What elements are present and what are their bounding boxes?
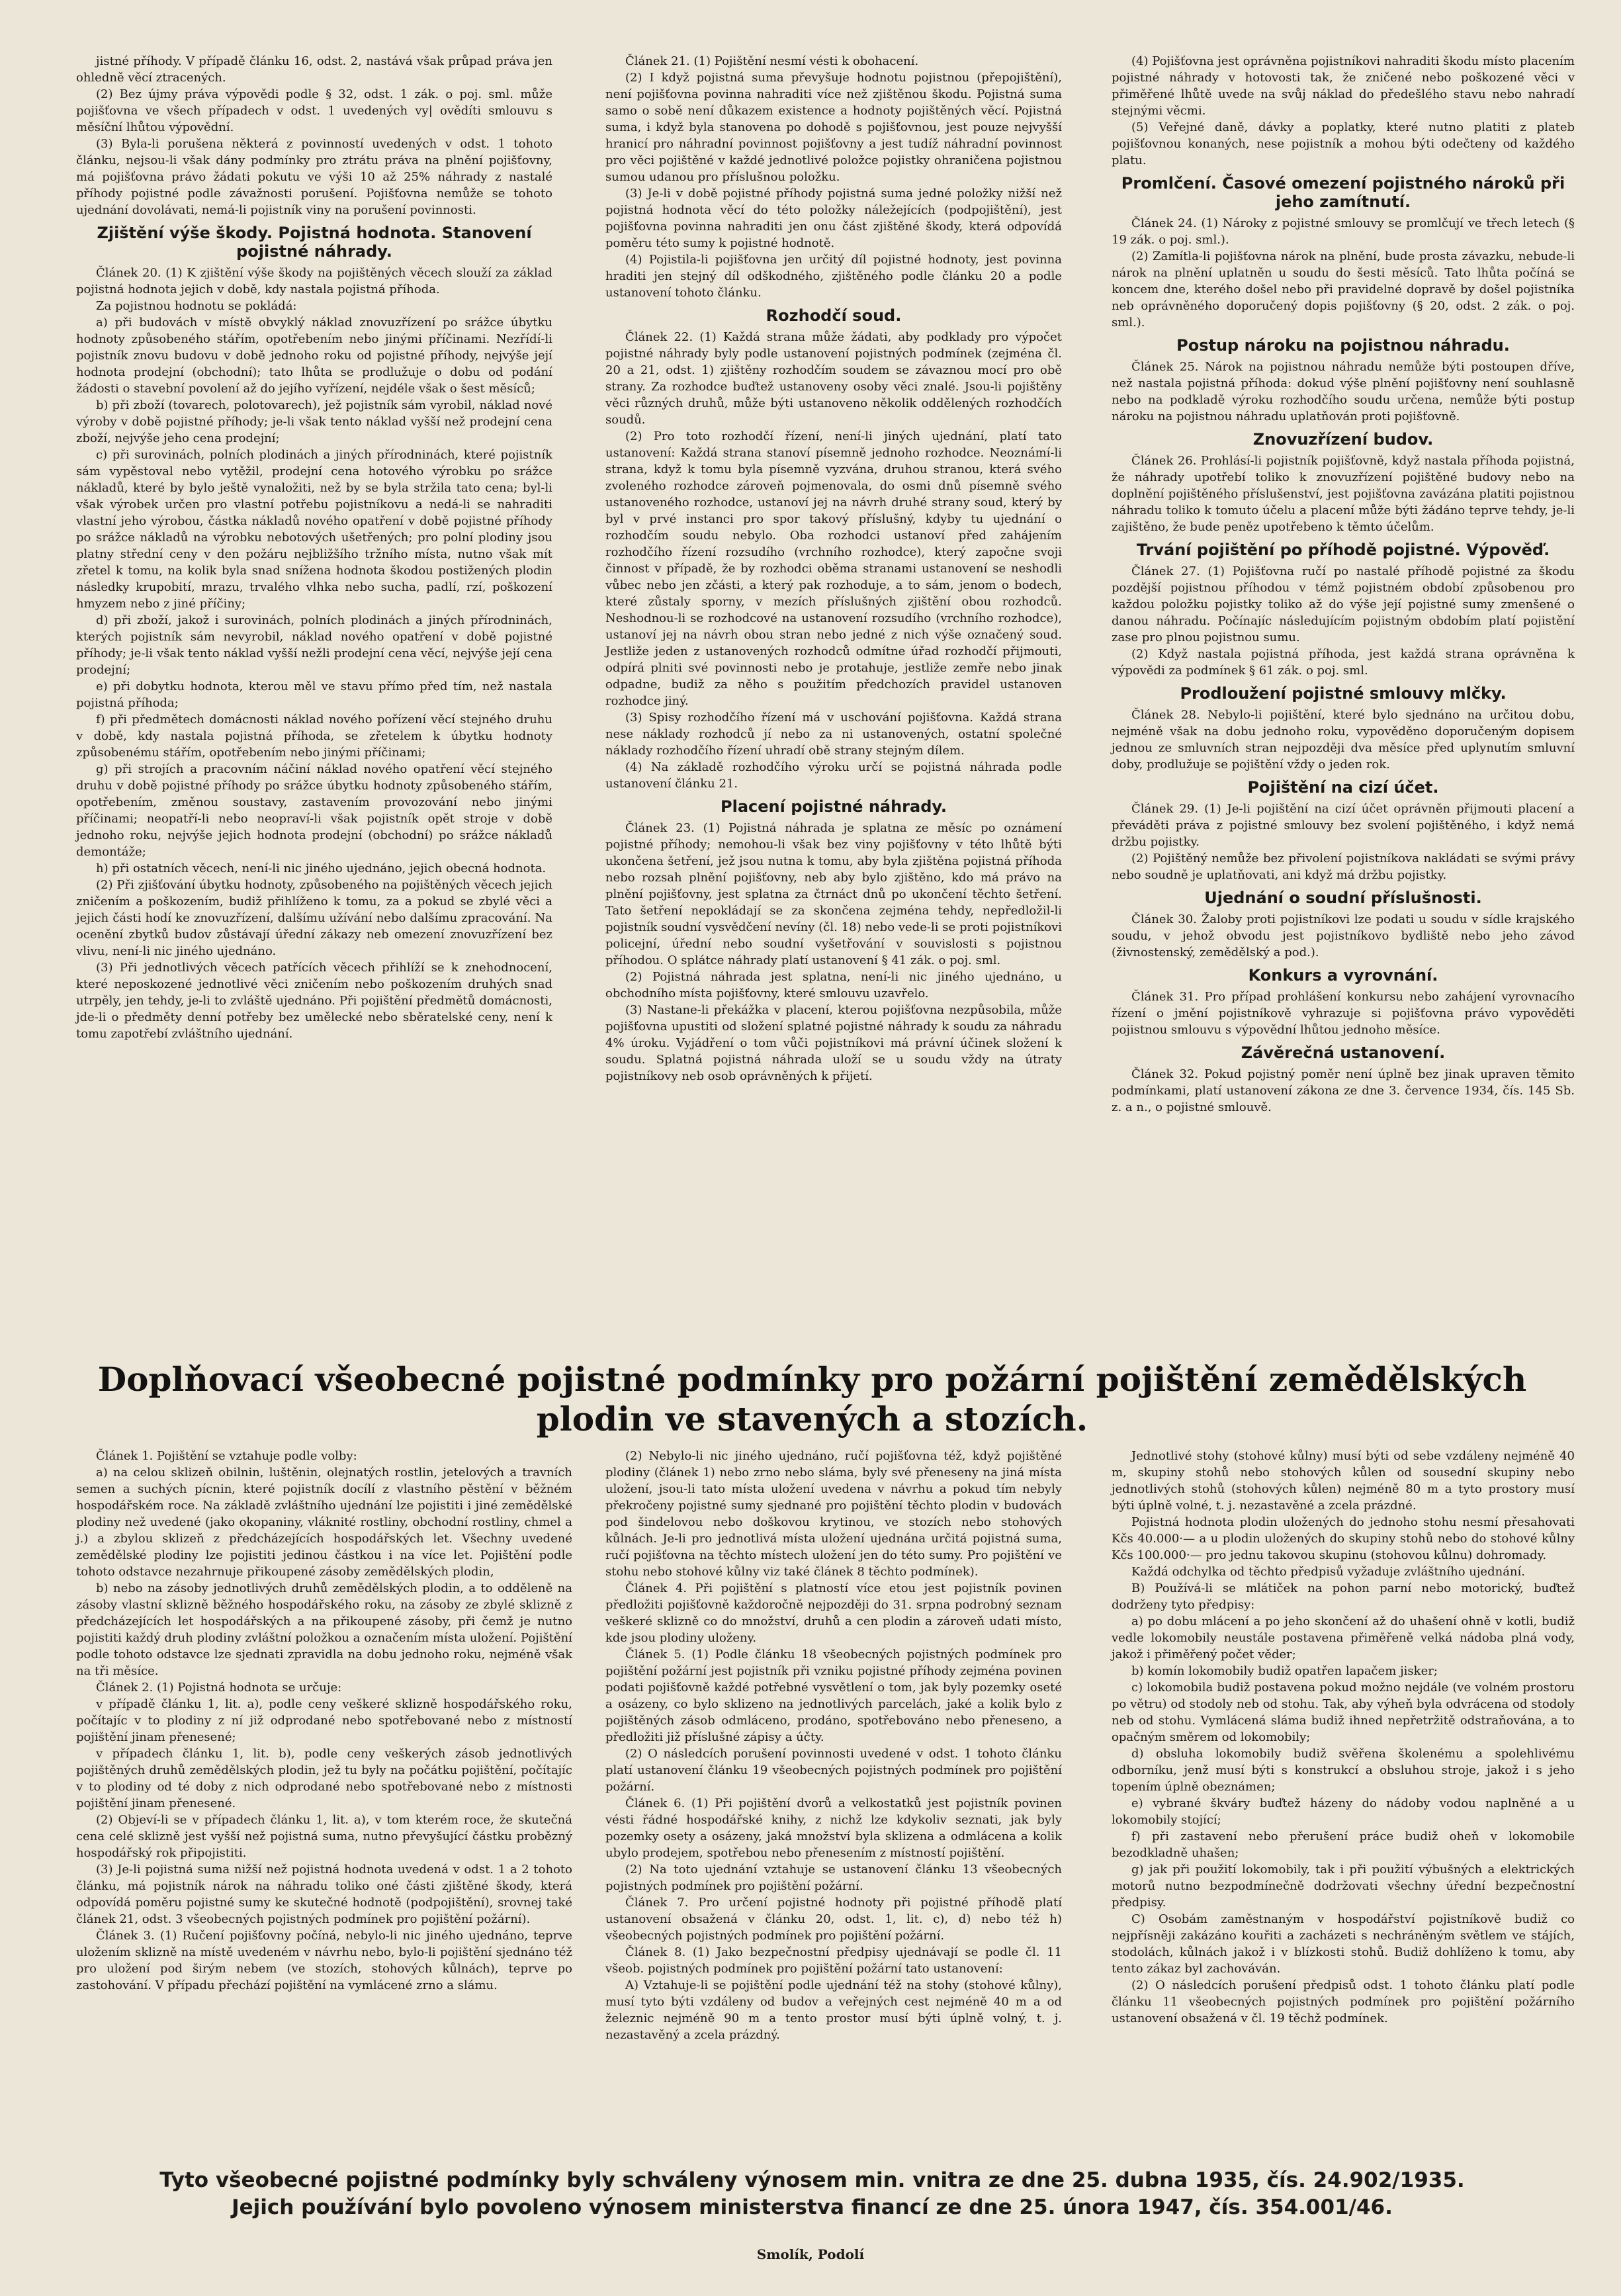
paragraph: Článek 30. Žaloby proti pojistníkovi lze podati u soudu v sídle krajského soudu, v jehož obvodu jest pojistníkovo bydliště nebo jeho závod (živnostenský, zemědělský a pod.). [1112, 912, 1575, 959]
section-heading: Pojištění na cizí účet. [1247, 778, 1439, 797]
approval-note-line-1: Tyto všeobecné pojistné podmínky byly schváleny výnosem min. vnitra ze dne 25. dubna 1935, čís. 24.902/1935. [159, 2168, 1465, 2192]
section-heading: Prodloužení pojistné smlouvy mlčky. [1180, 684, 1507, 703]
paragraph: d) obsluha lokomobily budiž svěřena školenému a spolehlivému odborníku, jenž musí býti s konstrukcí a obsluhou stroje, jakož i s jeho topením úplně obeznámen; [1112, 1747, 1575, 1794]
printer-imprint: Smolík, Podolí [756, 2246, 865, 2262]
paragraph: b) komín lokomobily budiž opatřen lapačem jisker; [1131, 1664, 1438, 1678]
section-heading: Rozhodčí soud. [766, 306, 902, 325]
paragraph: Článek 31. Pro případ prohlášení konkursu nebo zahájení vyrovnacího řízení o jmění pojistníkově vyhrazuje si pojišťovna právo vypověděti pojistnou smlouvu s výpovědní lhůtou jednoho měsíce. [1112, 990, 1575, 1037]
paragraph: Článek 29. (1) Je-li pojištění na cizí účet oprávněn přijmouti placení a převáděti práva z pojistné smlouvy bez svolení pojištěného, i když nemá držbu pojistky. [1112, 802, 1575, 849]
paragraph: A) Vztahuje-li se pojištění podle ujednání též na stohy (stohové kůlny), musí tyto býti vzdáleny od budov a veřejných cest nejméně 40 m a od železnic nejméně 90 m a tento prostor musí býti úplně volný, t. j. nezastavěný a zcela prázdný. [605, 1978, 1062, 2042]
paragraph: a) na celou sklizeň obilnin, luštěnin, olejnatých rostlin, jetelových a travních semen a suchých pícnin, které pojistník docílí z vlastního pěstění v běžném hospodářském roce. Na základě zvláštního ujednání lze pojistiti i jiné zemědělské plodiny než uvedené (jako okopaniny, vláknité rostliny, obchodní rostliny, chmel a j.) a zbylou sklizeň z předcházejících hospodářských let. Všechny uvedené zemědělské plodiny lze pojistiti jedinou částkou i na více let. Pojištění podle tohoto odstavce nezahrnuje přikoupené zásoby zemědělských plodin, [76, 1466, 572, 1579]
paragraph: d) při zboží, jakož i surovinách, polních plodinách a jiných přírodninách, kterých pojistník sám nevyrobil, náklad nového opatření v době pojistné příhody; je-li však tento náklad vyšší nežli prodejní cena věcí, nejvýše její cena prodejní; [76, 613, 552, 677]
section-heading: Znovuzřízení budov. [1252, 430, 1434, 449]
paragraph: jistné příhody. V případě článku 16, odst. 2, nastává však průpad práva jen ohledně věcí ztracených. [76, 54, 552, 85]
paragraph: Článek 7. Pro určení pojistné hodnoty při pojistné příhodě platí ustanovení obsažená v článku 20, odst. 1, lit. c), d) nebo též h) všeobecných pojistných podmínek pro pojištění požární. [605, 1896, 1062, 1943]
section-heading: Promlčení. Časové omezení pojistného nároků při jeho zamítnutí. [1121, 174, 1565, 211]
paragraph: (2) Zamítla-li pojišťovna nárok na plnění, bude prosta závazku, nebude-li nárok na plnění uplatněn u soudu do šesti měsíců. Tato lhůta počíná se koncem dne, kterého došel nebo při pravidelné dopravě by došel pojistníka neb oprávněného doporučený dopis pojišťovny (§ 20, odst. 2 zák. o poj. sml.). [1112, 249, 1575, 330]
paragraph: (3) Je-li pojistná suma nižší než pojistná hodnota uvedená v odst. 1 a 2 tohoto článku, má pojistník nárok na náhradu toliko oné části zjištěné škody, která odpovídá poměru pojistné sumy ke skutečné hodnotě (podpojištění), srovnej také článek 21, odst. 3 všeobecných pojistných podmínek pro pojištění požární). [76, 1863, 572, 1926]
supplement-column-2 [605, 1448, 1062, 2159]
paragraph: v případě článku 1, lit. a), podle ceny veškeré sklizně hospodářského roku, počítajíc v to plodiny z ní již odprodané nebo spotřebované nebo z místností pojištění jinam přenesené; [76, 1697, 572, 1744]
paragraph: f) při zastavení nebo přerušení práce budiž oheň v lokomobile bezodkladně uhašen; [1112, 1830, 1575, 1860]
paragraph: Článek 4. Při pojištění s platností více etou jest pojistník povinen předložiti pojišťovně každoročně nejpozději do 31. srpna podrobný seznam veškeré sklizně co do množství, druhů a cen plodin a zároveň udati místo, kde jsou plodiny uloženy. [605, 1581, 1062, 1645]
paragraph: (2) Když nastala pojistná příhoda, jest každá strana oprávněna k výpovědi za podmínek § 61 zák. o poj. sml. [1112, 647, 1575, 678]
paragraph: (2) Nebylo-li nic jiného ujednáno, ručí pojišťovna též, když pojištěné plodiny (článek 1) nebo zrno nebo sláma, byly své přeneseny na jiná místa uložení, jsou-li tato místa uložení uvedena v návrhu a pokud tím nebyly překročeny pojistné sumy sjednané pro pojištění těchto plodin v budovách pod šindelovou nebo doškovou krytinou, ve stozích nebo stohových kůlnách. Je-li pro jednotlivá místa uložení ujednána určitá pojistná suma, ručí pojišťovna na těchto místech uložení jen do této sumy. Pro pojištění ve stohu nebo stohové kůlny viz také článek 8 těchto podmínek). [605, 1449, 1062, 1579]
paragraph: Článek 22. (1) Každá strana může žádati, aby podklady pro výpočet pojistné náhrady byly podle ustanovení pojistných podmínek (zejména čl. 20 a 21, odst. 1) zjištěny rozhodčím soudem se závaznou mocí pro obě strany. Za rozhodce buďtež ustanoveny osoby věci znalé. Jsou-li pojištěny věci různých druhů, může býti ustanoveno několik oddělených rozhodčích soudů. [605, 330, 1062, 427]
paragraph: (3) Byla-li porušena některá z povinností uvedených v odst. 1 tohoto článku, nejsou-li však dány podmínky pro ztrátu práva na plnění pojišťovny, má pojišťovna právo žádati pokutu ve výši 10 až 25% náhrady z nastalé příhody pojistné podle závažnosti porušení. Pojišťovna nemůže se tohoto ujednání dovolávati, nemá-li pojistník viny na porušení povinnosti. [76, 137, 552, 217]
paragraph: Článek 25. Nárok na pojistnou náhradu nemůže býti postoupen dříve, než nastala pojistná příhoda: dokud výše plnění pojišťovny není souhlasně nebo na podkladě výroku rozhodčího soudu určena, nemůže býti postup nároku na pojistnou náhradu uplatňován proti pojišťovně. [1112, 360, 1575, 423]
paragraph: Článek 1. Pojištění se vztahuje podle volby: [96, 1449, 357, 1463]
paragraph: (4) Na základě rozhodčího výroku určí se pojistná náhrada podle ustanovení článku 21. [605, 760, 1062, 791]
paragraph: (2) Pojistná náhrada jest splatna, není-li nic jiného ujednáno, u obchodního místa pojišťovny, které smlouvu uzavřelo. [605, 970, 1062, 1000]
paragraph: b) při zboží (tovarech, polotovarech), jež pojistník sám vyrobil, náklad nové výroby v době pojistné příhody; je-li však tento náklad vyšší než prodejní cena zboží, nejvýše jeho cena prodejní; [76, 398, 552, 445]
section-heading: Placení pojistné náhrady. [721, 797, 947, 816]
paragraph: (3) Nastane-li překážka v placení, kterou pojišťovna nezpůsobila, může pojišťovna upustiti od složení splatné pojistné náhrady k soudu za náhradu 4% úroku. Vyjádření o tom vůči pojistníkovi má právní účinek složení k soudu. Splatná pojistná náhrada uloží se u soudu vždy na útraty pojistníkovy neb osob oprávněných k přijetí. [605, 1003, 1062, 1083]
paragraph: c) při surovinách, polních plodinách a jiných přírodninách, které pojistník sám vypěstoval nebo vytěžil, prodejní cena hotového výrobku po srážce nákladů, které by bylo ještě vynaložiti, než by se byla stržila tato cena; byl-li však výrobek určen pro vlastní potřebu pojistníkovu a nedá-li se nahraditi vlastní jeho výrobou, částka nákladů nového opatření v době pojistné příhody po srážce nákladů na výrobku nebotových ušetřených; pro polní plodiny jsou platny střední ceny v den požáru nejbližšího tržního místa, nutno však mít zřetel k tomu, na kolik byla snad snížena hodnota škodou postižených plodin následky krupobití, mrazu, trvalého vlhka nebo sucha, padlí, rzí, poškození hmyzem nebo z jiné příčiny; [76, 448, 552, 611]
section-heading: Ujednání o soudní příslušnosti. [1204, 889, 1482, 907]
paragraph: Článek 26. Prohlásí-li pojistník pojišťovně, když nastala příhoda pojistná, že náhrady upotřebí toliko k znovuzřízení pojištěné budovy nebo na doplnění pojištěného příslušenství, jest pojišťovna zavázána platiti pojistnou náhradu toliko k tomuto účelu a placení může býti žádáno teprve tehdy, je-li zajištěno, že bude peněz upotřebeno k těmto účelům. [1112, 454, 1575, 534]
column-2 [605, 53, 1062, 1337]
paragraph: a) při budovách v místě obvyklý náklad znovuzřízení po srážce úbytku hodnoty způsobeného stářím, opotřebením nebo jinými příčinami. Nezřídí-li pojistník znovu budovu v době jednoho roku od pojistné příhody, nejvýše její hodnota prodejní (obchodní); tato lhůta se prodlužuje o dobu od podání žádosti o stavební povolení až do jejího vyřízení, nejdéle však o šest měsíců; [76, 316, 552, 396]
paragraph: Článek 6. (1) Při pojištění dvorů a velkostatků jest pojistník povinen vésti řádné hospodářské knihy, z nichž lze kdykoliv seznati, jak byly pozemky osety a osázeny, jaká množství byla sklizena a odmlácena a kolik ubylo prodejem, spotřebou nebo přenesením z místností pojištění. [605, 1796, 1062, 1860]
paragraph: B) Používá-li se mlátiček na pohon parní nebo motorický, buďtež dodrženy tyto předpisy: [1112, 1581, 1575, 1612]
column-1 [76, 53, 552, 1337]
paragraph: Článek 8. (1) Jako bezpečnostní předpisy ujednávají se podle čl. 11 všeob. pojistných podmínek pro pojištění požární tato ustanovení: [605, 1945, 1062, 1976]
paragraph: Článek 21. (1) Pojištění nesmí vésti k obohacení. [625, 54, 919, 68]
paragraph: Pojistná hodnota plodin uložených do jednoho stohu nesmí přesahovati Kčs 40.000·— a u plodin uložených do skupiny stohů nebo do stohové kůlny Kčs 100.000·— pro jednu takovou skupinu (stohovou kůlnu) dohromady. [1112, 1515, 1575, 1562]
approval-note [76, 2167, 1548, 2221]
section-heading: Konkurs a vyrovnání. [1248, 966, 1438, 985]
paragraph: (2) O následcích porušení povinnosti uvedené v odst. 1 tohoto článku platí ustanovení článku 19 všeobecných pojistných podmínek pro pojištění požární. [605, 1747, 1062, 1794]
paragraph: (2) Při zjišťování úbytku hodnoty, způsobeného na pojištěných věcech jejich zničením a poškozením, budiž přihlíženo k tomu, za a pokud se zbylé věci a jejich části hodí ke znovuzřízení, dalšímu užívání nebo dalšímu zpracování. Na ocenění zbytků budov zůstávají úřední zákazy neb omezení znovuzřízení bez vlivu, není-li nic jiného ujednáno. [76, 878, 552, 958]
paragraph: C) Osobám zaměstnaným v hospodářství pojistníkově budiž co nejpřísněji zakázáno kouřiti a zacházeti s nechráněným světlem ve stájích, stodolách, kůlnách jakož i v blízkosti stohů. Budiž dohlíženo k tomu, aby tento zákaz byl zachováván. [1112, 1912, 1575, 1976]
paragraph: Článek 5. (1) Podle článku 18 všeobecných pojistných podmínek pro pojištění požární jest pojistník při vzniku pojistné příhody zejména povinen podati pojišťovně každé potřebné vysvětlení o tom, jak byly pozemky oseté a osázeny, co bylo sklizeno na jednotlivých parcelách, jaké a kolik bylo z pojištěných zásob odmláceno, prodáno, spotřebováno nebo přeneseno, a předložiti již příslušné zápisy a účty. [605, 1648, 1062, 1744]
paragraph: v případech článku 1, lit. b), podle ceny veškerých zásob jednotlivých pojištěných druhů zemědělských plodin, jež tu byly na počátku pojištění, počítajíc v to plodiny od té doby z nich odprodané nebo spotřebované nebo z místnosti pojištění jinam přenesené. [76, 1747, 572, 1810]
paragraph: Článek 23. (1) Pojistná náhrada je splatna ze měsíc po oznámení pojistné příhody; nemohou-li však bez viny pojišťovny v této lhůtě býti ukončena šetření, jež jsou nutna k tomu, aby byla zjištěna pojistná příhoda nebo rozsah plnění pojišťovny, neb aby bylo zjištěno, kdo má právo na plnění pojišťovny, jest splatna za čtrnáct dnů po ukončení těchto šetření. Tato šetření nepokládají se za skončena zejména tehdy, nepředložil-li pojistník soudní vysvědčení nevíny (čl. 18) nebo vede-li se proti pojistníkovi policejní, úřední nebo soudní vyšetřování v souvislosti s pojistnou příhodou. O splátce náhrady platí ustanovení § 41 zák. o poj. sml. [605, 821, 1062, 967]
paragraph: Článek 2. (1) Pojistná hodnota se určuje: [96, 1681, 342, 1695]
paragraph: (2) Bez újmy práva výpovědi podle § 32, odst. 1 zák. o poj. sml. může pojišťovna ve všech případech v odst. 1 uvedených vy| ovědíti smlouvu s měsíční lhůtou výpovědní. [76, 87, 552, 134]
supplement-column-1 [76, 1448, 572, 2159]
paragraph: c) lokomobila budiž postavena pokud možno nejdále (ve volném prostoru po větru) od stodoly neb od stohu. Tak, aby výheň byla odvrácena od stodoly neb od stohu. Vymlácená sláma budiž ihned nepřetržitě odstraňována, a to opačným směrem od lokomobily; [1112, 1681, 1575, 1744]
paragraph: e) vybrané škváry buďtež házeny do nádoby vodou naplněné a u lokomobily stojící; [1112, 1796, 1575, 1827]
paragraph: a) po dobu mlácení a po jeho skončení až do uhašení ohně v kotli, budiž vedle lokomobily neustále postavena přiměřeně velká nádoba plná vody, jakož i přiměřený počet věder; [1112, 1614, 1575, 1661]
paragraph: Článek 24. (1) Nároky z pojistné smlouvy se promlčují ve třech letech (§ 19 zák. o poj. sml.). [1112, 216, 1575, 247]
approval-note-line-2: Jejich používání bylo povoleno výnosem ministerstva financí ze dne 25. února 1947, čís. 354.001/46. [232, 2195, 1393, 2219]
paragraph: b) nebo na zásoby jednotlivých druhů zemědělských plodin, a to odděleně na zásoby vlastní sklizně běžného hospodářského roku, na zásoby ze zbylé sklizně z předcházejících let hospodářských a na přikoupené zásoby, při čemž je nutno pojistiti každý druh plodiny zvláštní položkou a označením místa uložení. Pojištění podle tohoto odstavce lze sjednati zpravidla na dobu jednoho roku, nejméně však na tři měsíce. [76, 1581, 572, 1678]
section-heading: Zjištění výše škody. Pojistná hodnota. Stanovení pojistné náhrady. [97, 224, 532, 261]
paragraph: Za pojistnou hodnotu se pokládá: [96, 299, 297, 313]
supplement-column-3 [1112, 1448, 1575, 2159]
column-3 [1112, 53, 1575, 1370]
paragraph: (4) Pojistila-li pojišťovna jen určitý díl pojistné hodnoty, jest povinna hraditi jen stejný díl odškodného, zjištěného podle článku 20 a podle ustanovení tohoto článku. [605, 253, 1062, 300]
paragraph: g) při strojích a pracovním náčiní náklad nového opatření věcí stejného druhu v době pojistné příhody po srážce úbytku hodnoty způsobeného stářím, opotřebením, změnou soustavy, zastavením provozování nebo jinými příčinami; neopatří-li nebo neopraví-li však pojistník opět stroje v době jednoho roku, nejvýše jejich hodnota prodejní (obchodní) po srážce nákladů demontáže; [76, 762, 552, 859]
paragraph: (4) Pojišťovna jest oprávněna pojistníkovi nahraditi škodu místo placením pojistné náhrady v hotovosti tak, že zničené nebo poškozené věci v přiměřené lhůtě uvede na svůj náklad do předešlého stavu nebo nahradí stejnými věcmi. [1112, 54, 1575, 118]
paragraph: f) při předmětech domácnosti náklad nového pořízení věcí stejného druhu v době, kdy nastala pojistná příhoda, se zřetelem k úbytku hodnoty způsobenému stářím, opotřebením nebo jinými příčinami; [76, 713, 552, 760]
paragraph: Článek 20. (1) K zjištění výše škody na pojištěných věcech slouží za základ pojistná hodnota jejich v době, kdy nastala pojistná příhoda. [76, 266, 552, 296]
paragraph: h) při ostatních věcech, není-li nic jiného ujednáno, jejich obecná hodnota. [96, 861, 547, 875]
section-heading: Závěrečná ustanovení. [1241, 1043, 1446, 1062]
paragraph: (2) Pro toto rozhodčí řízení, není-li jiných ujednání, platí tato ustanovení: Každá strana stanoví písemně jednoho rozhodce. Neoznámí-li strana, když k tomu byla písemně vyzvána, druhou stranou, která svého zvoleného rozhodce zároveň pojmenovala, do osmi dnů písemně svého ustanoveného rozhodce, ustanoví jej na návrh druhé strany soud, který by byl v prvé instanci pro spor takový příslušný, kdyby tu ujednání o rozhodčím soudu nebylo. Oba rozhodci ustanoví před zahájením rozhodčího řízení rozsudího (vrchního rozhodce), který započne svoji činnost v případě, že by rozhodci oběma stranami ustanovení se neshodli vůbec nebo jen zčásti, a který pak rozhoduje, a to sám, jenom o bodech, které zůstaly sporny, v mezích příslušných zjištění obou rozhodců. Neshodnou-li se rozhodcové na ustanovení rozsudího (vrchního rozhodce), ustanoví jej na návrh obou stran nebo jedné z nich výše označený soud. Jestliže jeden z ustanovených rozhodců odmítne úřad rozhodčí přijmouti, odpírá plniti své povinnosti nebo je protahuje, jestliže zemře nebo jinak odpadne, budiž za něho s použitím předchozích pravidel ustanoven rozhodce jiný. [605, 429, 1062, 708]
section-heading: Postup nároku na pojistnou náhradu. [1176, 336, 1510, 355]
paragraph: (5) Veřejné daně, dávky a poplatky, které nutno platiti z plateb pojišťovnou konaných, nese pojistník a mohou býti odečteny od každého platu. [1112, 120, 1575, 167]
paragraph: (3) Je-li v době pojistné příhody pojistná suma jedné položky nižší než pojistná hodnota věcí do této položky náležejících (podpojištění), jest pojišťovna povinna nahraditi jen onu část zjištěné škody, která odpovídá poměru této sumy k pojistné hodnotě. [605, 187, 1062, 250]
paragraph: Článek 27. (1) Pojišťovna ručí po nastalé příhodě pojistné za škodu pozdější pojistnou příhodou v témž pojistném období způsobenou pro každou položku pojistky toliko až do výše její pojistné sumy zmenšené o danou náhradu. Počínajíc následujícím pojistným obdobím platí pojistění zase pro plnou pojistnou sumu. [1112, 564, 1575, 644]
paragraph: Článek 32. Pokud pojistný poměr není úplně bez jinak upraven těmito podmínkami, platí ustanovení zákona ze dne 3. července 1934, čís. 145 Sb. z. a n., o pojistné smlouvě. [1112, 1067, 1575, 1114]
paragraph: (2) I když pojistná suma převyšuje hodnotu pojistnou (přepojištění), není pojišťovna povinna nahraditi více než zjištěnou škodu. Pojistná suma samo o sobě není důkazem existence a hodnoty pojištěných věcí. Pojistná suma, i když byla stanovena po dohodě s pojišťovnou, jest pouze nejvyšší hranicí pro náhradní povinnost pojišťovny a jest tudíž náhradní povinnost pro věci pojištěné v každé jednotlivé položce pojistky ohraničena pojistnou sumou udanou pro příslušnou položku. [605, 71, 1062, 184]
paragraph: (2) Pojištěný nemůže bez přivolení pojistníkova nakládati se svými právy nebo soudně je uplatňovati, ani když má držbu pojistky. [1112, 852, 1575, 882]
paragraph: (3) Spisy rozhodčího řízení má v uschování pojišťovna. Každá strana nese náklady rozhodců jí nebo za ni ustanovených, ostatní společné náklady rozhodčího řízení uhradí obě strany stejným dílem. [605, 711, 1062, 758]
paragraph: Článek 3. (1) Ručení pojišťovny počíná, nebylo-li nic jiného ujednáno, teprve uložením sklizně na místě uvedeném v návrhu nebo, bylo-li pojištění sjednáno též pro uložení pod širým nebem (ve stozích, stohových kůlnách), teprve po zastohování. V případu přechází pojištění na vymlácené zrno a slámu. [76, 1929, 572, 1992]
paragraph: Každá odchylka od těchto předpisů vyžaduje zvláštního ujednání. [1131, 1565, 1526, 1579]
paragraph: e) při dobytku hodnota, kterou měl ve stavu přímo před tím, než nastala pojistná příhoda; [76, 680, 552, 710]
paragraph: Článek 28. Nebylo-li pojištění, které bylo sjednáno na určitou dobu, nejméně však na dobu jednoho roku, vypověděno doporučeným dopisem jednou ze smluvních stran nejpozději dva měsíce před uplynutím smluvní doby, prodlužuje se pojištění vždy o jeden rok. [1112, 708, 1575, 772]
paragraph: g) jak při použití lokomobily, tak i při použití výbušných a elektrických motorů nutno bezpodmínečně dodržovati všechny úřední bezpečnostní předpisy. [1112, 1863, 1575, 1910]
paragraph: (2) O následcích porušení předpisů odst. 1 tohoto článku platí podle článku 11 všeobecných pojistných podmínek pro pojištění požárního ustanovení obsažená v čl. 19 těchž podmínek. [1112, 1978, 1575, 2025]
supplement-title: Doplňovací všeobecné pojistné podmínky pro požární pojištění zemědělských plodin ve stavených a stozích. [97, 1360, 1527, 1438]
paragraph: Jednotlivé stohy (stohové kůlny) musí býti od sebe vzdáleny nejméně 40 m, skupiny stohů nebo stohových kůlen od sousední skupiny nebo jednotlivých stohů (stohových kůlen) nejméně 80 m a tyto prostory musí býti úplně volné, t. j. nezastavěné a zcela prázdné. [1112, 1449, 1575, 1513]
section-heading: Trvání pojištění po příhodě pojistné. Výpověď. [1136, 541, 1550, 559]
paragraph: (3) Při jednotlivých věcech patřících věcech přihlíží se k znehodnocení, které neposkozené jednotlivé věci zničením nebo poškozením druhých snad utrpěly, jen tehdy, je-li to zvláště ujednáno. Při pojištění předmětů domácnosti, jde-li o předměty denní potřeby bez umělecké nebo sběratelské ceny, není k tomu zapotřebí zvláštního ujednání. [76, 961, 552, 1041]
paragraph: (2) Objeví-li se v případech článku 1, lit. a), v tom kterém roce, že skutečná cena celé sklizně jest vyšší než pojistná suma, nutno převyšující částku probězný hospodářský rok připojistiti. [76, 1813, 572, 1860]
paragraph: (2) Na toto ujednání vztahuje se ustanovení článku 13 všeobecných pojistných podmínek pro pojištění požární. [605, 1863, 1062, 1893]
